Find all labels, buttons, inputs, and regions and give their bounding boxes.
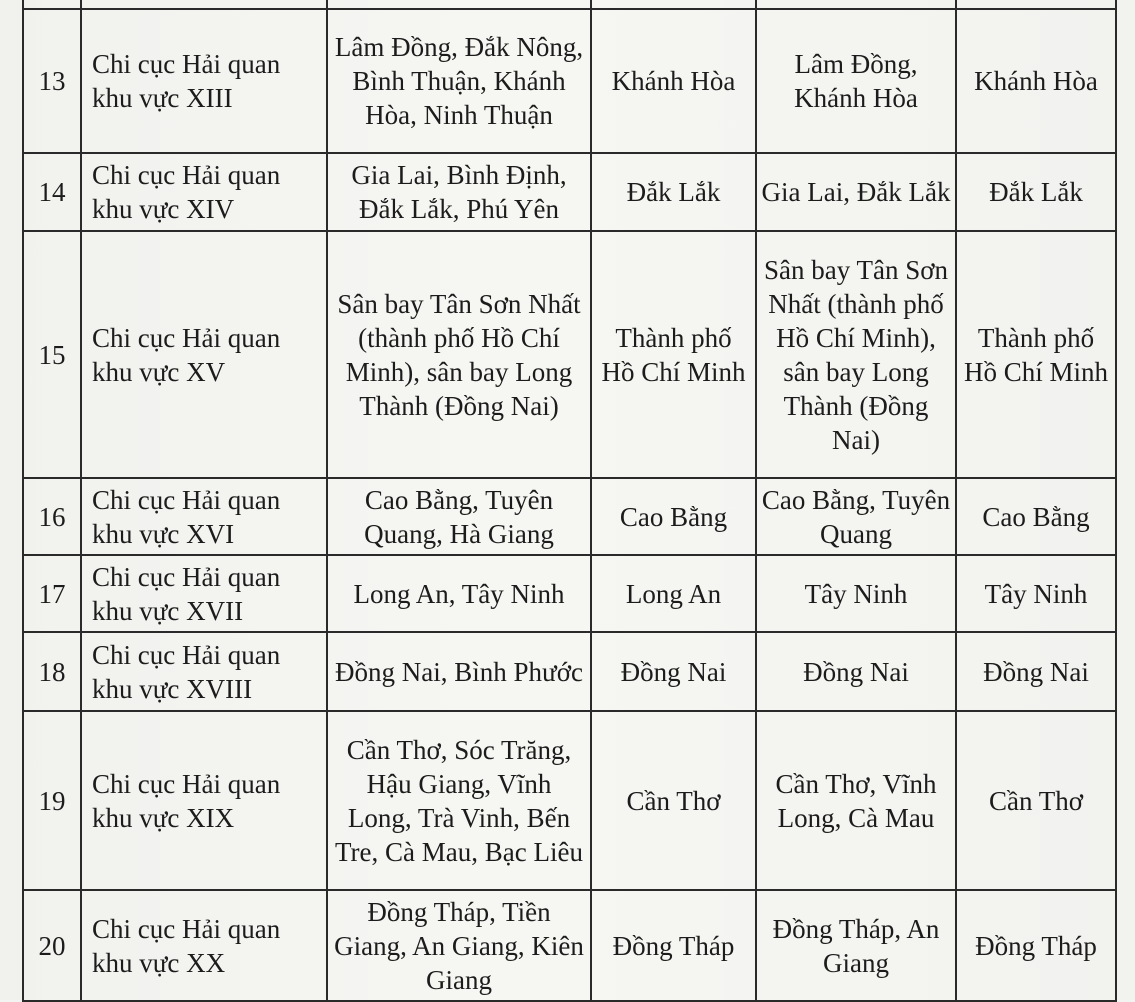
office-cell: Chi cục Hải quan khu vực XX	[81, 890, 327, 1001]
office-cell: Chi cục Hải quan khu vực XIII	[81, 9, 327, 153]
office-cell: Chi cục Hải quan khu vực XIV	[81, 153, 327, 231]
team-hq-cell: Đồng Tháp	[956, 890, 1116, 1001]
scope-cell: Lâm Đồng, Đắk Nông, Bình Thuận, Khánh Hòa, Ninh Thuận	[327, 9, 591, 153]
hq-cell: Cao Bằng	[591, 478, 756, 555]
hq-cell: Khánh Hòa	[591, 9, 756, 153]
table-row	[23, 153, 1116, 231]
stt-cell: 18	[23, 632, 81, 711]
hq-cell: Thành phố Hồ Chí Minh	[591, 231, 756, 478]
stt-cell: 15	[23, 231, 81, 478]
stt-cell: 16	[23, 478, 81, 555]
hq-cell: Đồng Tháp	[591, 890, 756, 1001]
scope-cell: Cao Bằng, Tuyên Quang, Hà Giang	[327, 478, 591, 555]
team-hq-cell: Thành phố Hồ Chí Minh	[956, 231, 1116, 478]
team-hq-cell	[956, 0, 1116, 9]
table-row	[23, 555, 1116, 632]
team-hq-cell: Đồng Nai	[956, 632, 1116, 711]
team-cell: Tây Ninh	[756, 555, 956, 632]
office-cell	[81, 0, 327, 9]
table-row	[23, 632, 1116, 711]
hq-cell	[591, 0, 756, 9]
scope-cell: Gia Lai, Bình Định, Đắk Lắk, Phú Yên	[327, 153, 591, 231]
team-cell: Đồng Tháp, An Giang	[756, 890, 956, 1001]
table-row-partial	[23, 0, 1116, 9]
table-row	[23, 890, 1116, 1001]
stt-cell: 19	[23, 711, 81, 890]
table-row	[23, 9, 1116, 153]
hq-cell: Long An	[591, 555, 756, 632]
team-cell: Cao Bằng, Tuyên Quang	[756, 478, 956, 555]
stt-cell: 17	[23, 555, 81, 632]
stt-cell: 14	[23, 153, 81, 231]
office-cell: Chi cục Hải quan khu vực XVII	[81, 555, 327, 632]
table-row	[23, 231, 1116, 478]
team-hq-cell: Tây Ninh	[956, 555, 1116, 632]
scope-cell: Đồng Nai, Bình Phước	[327, 632, 591, 711]
stt-cell	[23, 0, 81, 9]
team-hq-cell: Cao Bằng	[956, 478, 1116, 555]
team-cell: Sân bay Tân Sơn Nhất (thành phố Hồ Chí Minh), sân bay Long Thành (Đồng Nai)	[756, 231, 956, 478]
customs-office-table	[22, 0, 1117, 1002]
hq-cell: Đắk Lắk	[591, 153, 756, 231]
table-row	[23, 478, 1116, 555]
office-cell: Chi cục Hải quan khu vực XVI	[81, 478, 327, 555]
office-cell: Chi cục Hải quan khu vực XVIII	[81, 632, 327, 711]
office-cell: Chi cục Hải quan khu vực XV	[81, 231, 327, 478]
team-cell: Cần Thơ, Vĩnh Long, Cà Mau	[756, 711, 956, 890]
scope-cell	[327, 0, 591, 9]
hq-cell: Cần Thơ	[591, 711, 756, 890]
office-cell: Chi cục Hải quan khu vực XIX	[81, 711, 327, 890]
team-hq-cell: Khánh Hòa	[956, 9, 1116, 153]
scope-cell: Sân bay Tân Sơn Nhất (thành phố Hồ Chí Minh), sân bay Long Thành (Đồng Nai)	[327, 231, 591, 478]
team-cell: Đồng Nai	[756, 632, 956, 711]
team-cell: Gia Lai, Đắk Lắk	[756, 153, 956, 231]
hq-cell: Đồng Nai	[591, 632, 756, 711]
table-row	[23, 711, 1116, 890]
scope-cell: Cần Thơ, Sóc Trăng, Hậu Giang, Vĩnh Long, Trà Vinh, Bến Tre, Cà Mau, Bạc Liêu	[327, 711, 591, 890]
team-cell	[756, 0, 956, 9]
scope-cell: Long An, Tây Ninh	[327, 555, 591, 632]
team-hq-cell: Đắk Lắk	[956, 153, 1116, 231]
team-hq-cell: Cần Thơ	[956, 711, 1116, 890]
stt-cell: 20	[23, 890, 81, 1001]
scope-cell: Đồng Tháp, Tiền Giang, An Giang, Kiên Giang	[327, 890, 591, 1001]
team-cell: Lâm Đồng, Khánh Hòa	[756, 9, 956, 153]
stt-cell: 13	[23, 9, 81, 153]
